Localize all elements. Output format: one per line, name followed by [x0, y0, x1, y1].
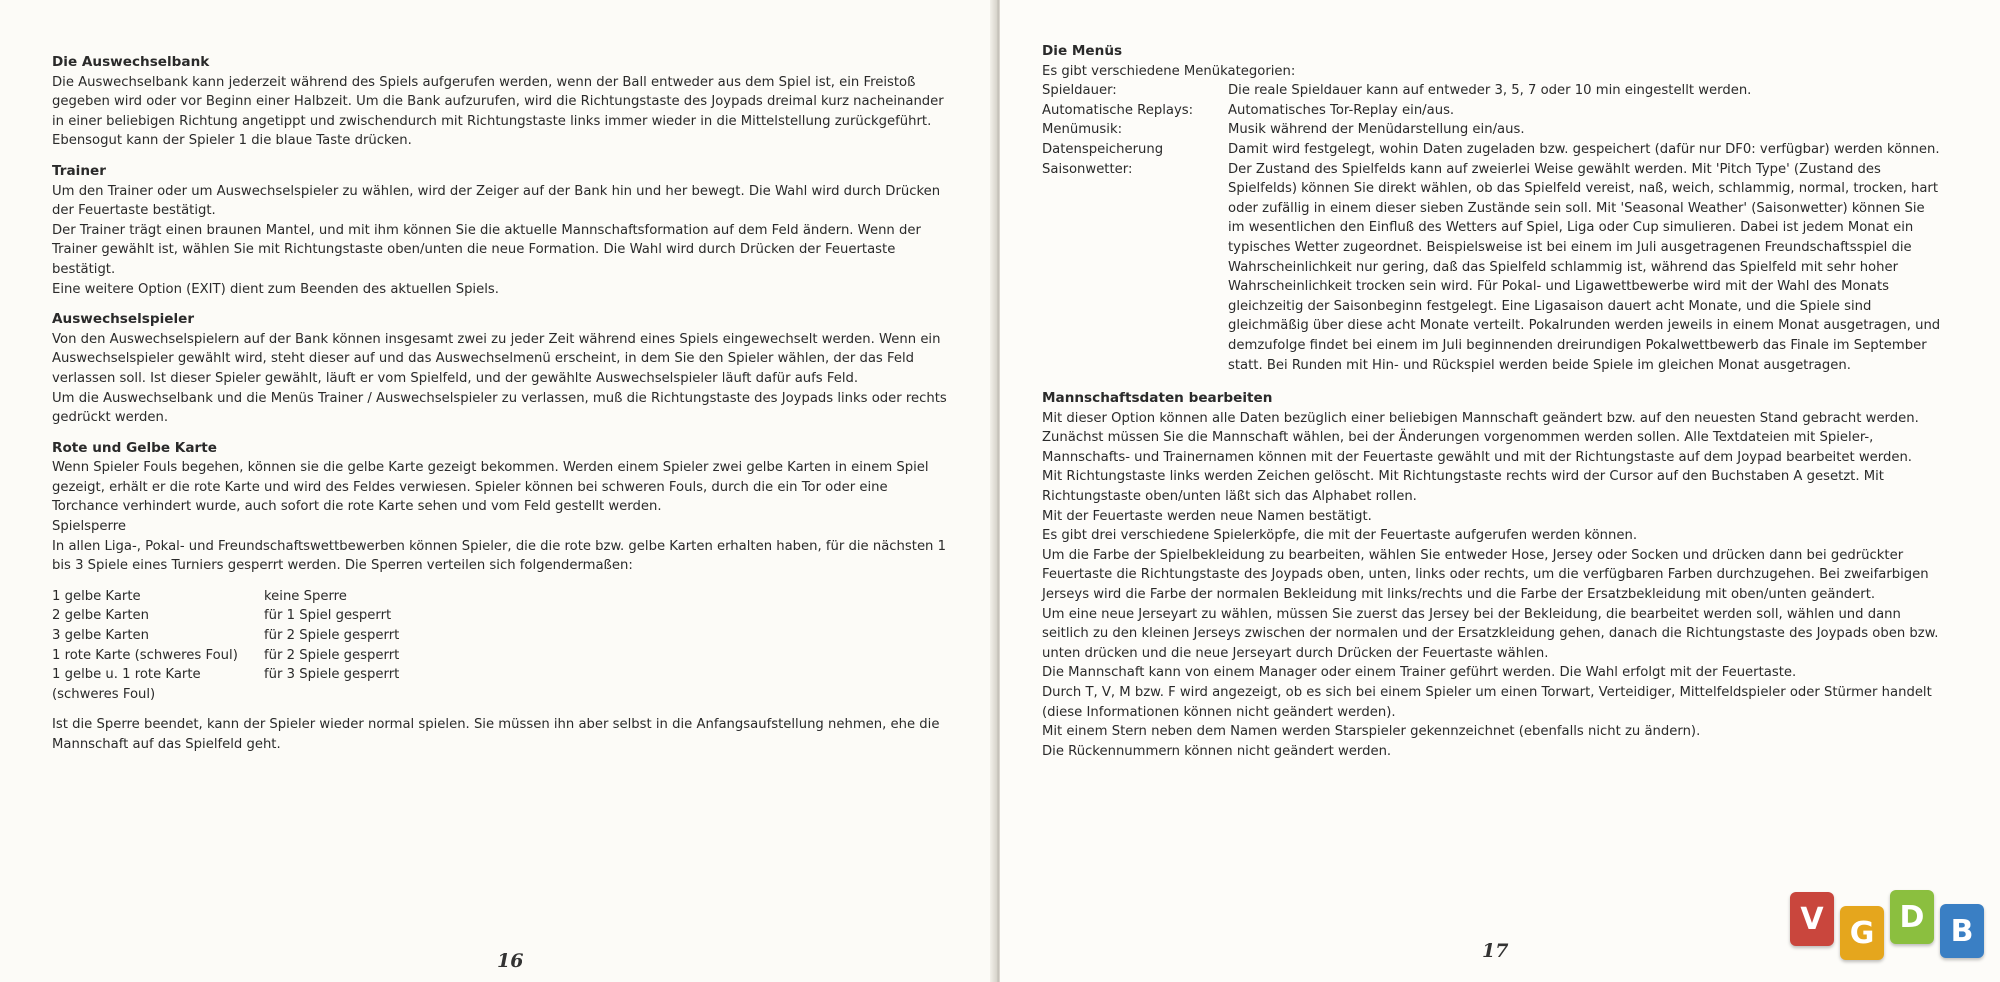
menu-item: [1042, 140, 1942, 160]
menu-item: [1042, 101, 1942, 121]
paragraph: Um die Auswechselbank und die Menüs Trainer / Auswechselspieler zu verlassen, muß die Richtungstaste des Joypads links oder rechts gedrückt werden.: [52, 390, 947, 426]
penalty-cell: für 1 Spiel gesperrt: [264, 608, 392, 624]
menu-desc: Die reale Spieldauer kann auf entweder 3, 5, 7 oder 10 min eingestellt werden.: [1228, 83, 1752, 99]
table-row: [52, 626, 952, 646]
paragraph: Um eine neue Jerseyart zu wählen, müssen Sie zuerst das Jersey bei der Bekleidung, die bearbeitet werden soll, wählen und dann seitlich zu den kleinen Jerseys zwischen der normalen und der Ersatzkleidung gehen, danach die Richtungstaste des Joypads oben bzw. unten drücken und die neue Jerseyart durch Drücken der Feuertaste wählen.: [1042, 606, 1939, 661]
table-row: [52, 665, 952, 704]
vgdb-logo: [1790, 896, 1984, 950]
closing-paragraph: Ist die Sperre beendet, kann der Spieler wieder normal spielen. Sie müssen ihn aber selbst in die Anfangsaufstellung nehmen, ehe die Mannschaft auf das Spielfeld geht.: [52, 717, 940, 752]
paragraph: In allen Liga-, Pokal- und Freundschaftswettbewerben können Spieler, die die rote bzw. gelbe Karten erhalten haben, für die nächsten 1 bis 3 Spiele eines Turniers gesperrt werden. Die Sperren verteilen sich folgendermaßen:: [52, 538, 947, 574]
cards-cell: 2 gelbe Karten: [52, 608, 149, 624]
page-number-right: 17: [1482, 940, 1509, 962]
logo-tile: G: [1840, 906, 1884, 960]
paragraph: Der Trainer trägt einen braunen Mantel, und mit ihm können Sie die aktuelle Mannschaftsformation auf dem Feld ändern. Wenn der Trainer gewählt ist, wählen Sie mit Richtungstaste oben/unten die neue Formation. Die Wahl wird durch Drücken der Feuertaste bestätigt.: [52, 222, 921, 277]
paragraph: Mit dieser Option können alle Daten bezüglich einer beliebigen Mannschaft geändert bzw. auf den neuesten Stand gebracht werden. Zunächst müssen Sie die Mannschaft wählen, bei der Änderungen vorgenommen werden sollen. Alle Textdateien mit Spieler-, Mannschafts- und Trainernamen können mit der Feuertaste gewählt und mit der Richtungstaste auf dem Joypad bearbeitet werden.: [1042, 410, 1919, 465]
menu-desc: Damit wird festgelegt, wohin Daten zugeladen bzw. gespeichert (dafür nur DF0: verfügbar) werden können.: [1228, 141, 1940, 157]
paragraph: Die Rückennummern können nicht geändert werden.: [1042, 743, 1392, 759]
right-page-content: [1042, 42, 1942, 761]
cards-cell: 1 gelbe Karte: [52, 588, 141, 604]
section-heading: Mannschaftsdaten bearbeiten: [1042, 390, 1273, 407]
card-penalty-table: [52, 587, 952, 705]
table-row: [52, 606, 952, 626]
paragraph: Mit der Feuertaste werden neue Namen bestätigt.: [1042, 508, 1372, 524]
section-trainer: [52, 162, 952, 299]
section-heading: Die Auswechselbank: [52, 54, 210, 70]
paragraph: Es gibt drei verschiedene Spielerköpfe, die mit der Feuertaste aufgerufen werden können.: [1042, 528, 1638, 544]
paragraph: Um die Farbe der Spielbekleidung zu bearbeiten, wählen Sie entweder Hose, Jersey oder Socken und drücken dann bei gedrückter Feuertaste die Richtungstaste des Joypads oben, unten, links oder rechts, um die verfügbaren Farben durchzugehen. Bei zweifarbigen Jerseys wird die Farbe der normalen Bekleidung mit links/rechts und die Farbe der Ersatzbekleidung mit oben/unten geändert.: [1042, 547, 1929, 603]
paragraph: Die Auswechselbank kann jederzeit während des Spiels aufgerufen werden, wenn der Ball entweder aus dem Spiel ist, ein Freistoß gegeben wird oder vor Beginn einer Halbzeit. Um die Bank aufzurufen, wird die Richtungstaste des Joypads dreimal kurz nacheinander in einer beliebigen Richtung angetippt und zwischendurch mit Richtungstaste links immer wieder in die Mittelstellung zurückgeführt. Ebensogut kann der Spieler 1 die blaue Taste drücken.: [52, 74, 944, 149]
section-heading: Rote und Gelbe Karte: [52, 439, 217, 456]
section-auswechselbank: [52, 53, 952, 151]
paragraph: Von den Auswechselspielern auf der Bank können insgesamt zwei zu jeder Zeit während eines Spiels eingewechselt werden. Wenn ein Auswechselspieler gewählt wird, steht dieser auf und das Auswechselmenü erscheint, in dem Sie den Spieler wählen, der das Feld verlassen soll. Ist dieser Spieler gewählt, läuft er vom Spielfeld, und der gewählte Auswechselspieler läuft dafür aufs Feld.: [52, 331, 941, 386]
paragraph: Durch T, V, M bzw. F wird angezeigt, ob es sich bei einem Spieler um einen Torwart, Verteidiger, Mittelfeldspieler oder Stürmer handelt (diese Informationen können nicht geändert werden).: [1042, 685, 1932, 720]
logo-tile: V: [1790, 892, 1834, 946]
menu-term: Spieldauer:: [1042, 83, 1117, 99]
page-number-left: 16: [497, 950, 524, 972]
paragraph: Es gibt verschiedene Menükategorien:: [1042, 63, 1296, 79]
paragraph: Die Mannschaft kann von einem Manager oder einem Trainer geführt werden. Die Wahl erfolgt mit der Feuertaste.: [1042, 665, 1797, 681]
left-page-content: [52, 53, 952, 755]
paragraph: Wenn Spieler Fouls begehen, können sie die gelbe Karte gezeigt bekommen. Werden einem Spieler zwei gelbe Karten in einem Spiel gezeigt, erhält er die rote Karte und wird des Feldes verwiesen. Spieler können bei schweren Fouls, durch die ein Tor oder eine Torchance verhindert wurde, auch sofort die rote Karte sehen und vom Feld gestellt werden.: [52, 460, 929, 515]
table-row: [52, 587, 952, 607]
paragraph: Mit einem Stern neben dem Namen werden Starspieler gekennzeichnet (ebenfalls nicht zu ändern).: [1042, 724, 1701, 740]
menu-term: Menümusik:: [1042, 122, 1123, 138]
menu-item: [1042, 160, 1942, 376]
menu-term: Saisonwetter:: [1042, 161, 1133, 177]
menu-item: [1042, 81, 1942, 101]
table-row: [52, 646, 952, 666]
menu-desc: Musik während der Menüdarstellung ein/aus.: [1228, 122, 1525, 138]
paragraph: Eine weitere Option (EXIT) dient zum Beenden des aktuellen Spiels.: [52, 281, 499, 297]
paragraph: Um den Trainer oder um Auswechselspieler zu wählen, wird der Zeiger auf der Bank hin und her bewegt. Die Wahl wird durch Drücken der Feuertaste bestätigt.: [52, 183, 941, 219]
penalty-cell: für 3 Spiele gesperrt: [264, 667, 400, 683]
penalty-cell: für 2 Spiele gesperrt: [264, 628, 400, 644]
cards-cell: 1 rote Karte (schweres Foul): [52, 647, 238, 663]
logo-tile: D: [1890, 890, 1934, 944]
menu-desc: Der Zustand des Spielfelds kann auf zweierlei Weise gewählt werden. Mit 'Pitch Type' (Zustand des Spielfelds) können Sie direkt wählen, ob das Spielfeld vereist, naß, weich, schlammig, normal, trocken, hart oder zufällig in einem dieser sieben Zustände sein soll. Mit 'Seasonal Weather' (Saisonwetter) können Sie im wesentlichen den Einfluß des Wetters auf Spiel, Liga oder Cup simulieren. Dabei ist jedem Monat ein typisches Wetter zugeordnet. Beispielsweise ist bei einem im Juli ausgetragenen Freundschaftsspiel die Wahrscheinlichkeit nur gering, daß das Spielfeld schlammig ist, während das Spielfeld mit sehr hoher Wahrscheinlichkeit trocken sein wird. Für Pokal- und Ligawettbewerbe wird mit der Wahl des Monats gleichzeitig der Saisonbeginn festgelegt. Eine Ligasaison dauert acht Monate, und die Spiele sind gleichmäßig über diese acht Monate verteilt. Pokalrunden werden jeweils in einem Monat ausgetragen, und demzufolge findet bei einem im Juli beginnenden dreirundigen Pokalwettbewerb das Finale im September statt. Bei Runden mit Hin- und Rückspiel werden beide Spiele im gleichen Monat ausgetragen.: [1228, 161, 1941, 373]
cards-cell: 1 gelbe u. 1 rote Karte (schweres Foul): [52, 667, 201, 702]
logo-tile: B: [1940, 904, 1984, 958]
left-page: [0, 0, 996, 982]
menu-term: Datenspeicherung: [1042, 141, 1164, 157]
section-auswechselspieler: [52, 310, 952, 428]
section-karten: [52, 439, 952, 576]
section-heading: Trainer: [52, 162, 106, 179]
menu-term: Automatische Replays:: [1042, 102, 1194, 118]
cards-cell: 3 gelbe Karten: [52, 628, 149, 644]
section-heading: Auswechselspieler: [52, 311, 195, 328]
menu-definition-list: [1042, 81, 1942, 375]
menu-item: [1042, 120, 1942, 140]
penalty-cell: für 2 Spiele gesperrt: [264, 647, 400, 663]
paragraph: Spielsperre: [52, 519, 126, 535]
menu-desc: Automatisches Tor-Replay ein/aus.: [1228, 102, 1455, 118]
section-heading: Die Menüs: [1042, 43, 1123, 59]
penalty-cell: keine Sperre: [264, 588, 347, 604]
paragraph: Mit Richtungstaste links werden Zeichen gelöscht. Mit Richtungstaste rechts wird der Cursor auf den Buchstaben A gesetzt. Mit Richtungstaste oben/unten läßt sich das Alphabet rollen.: [1042, 469, 1884, 505]
